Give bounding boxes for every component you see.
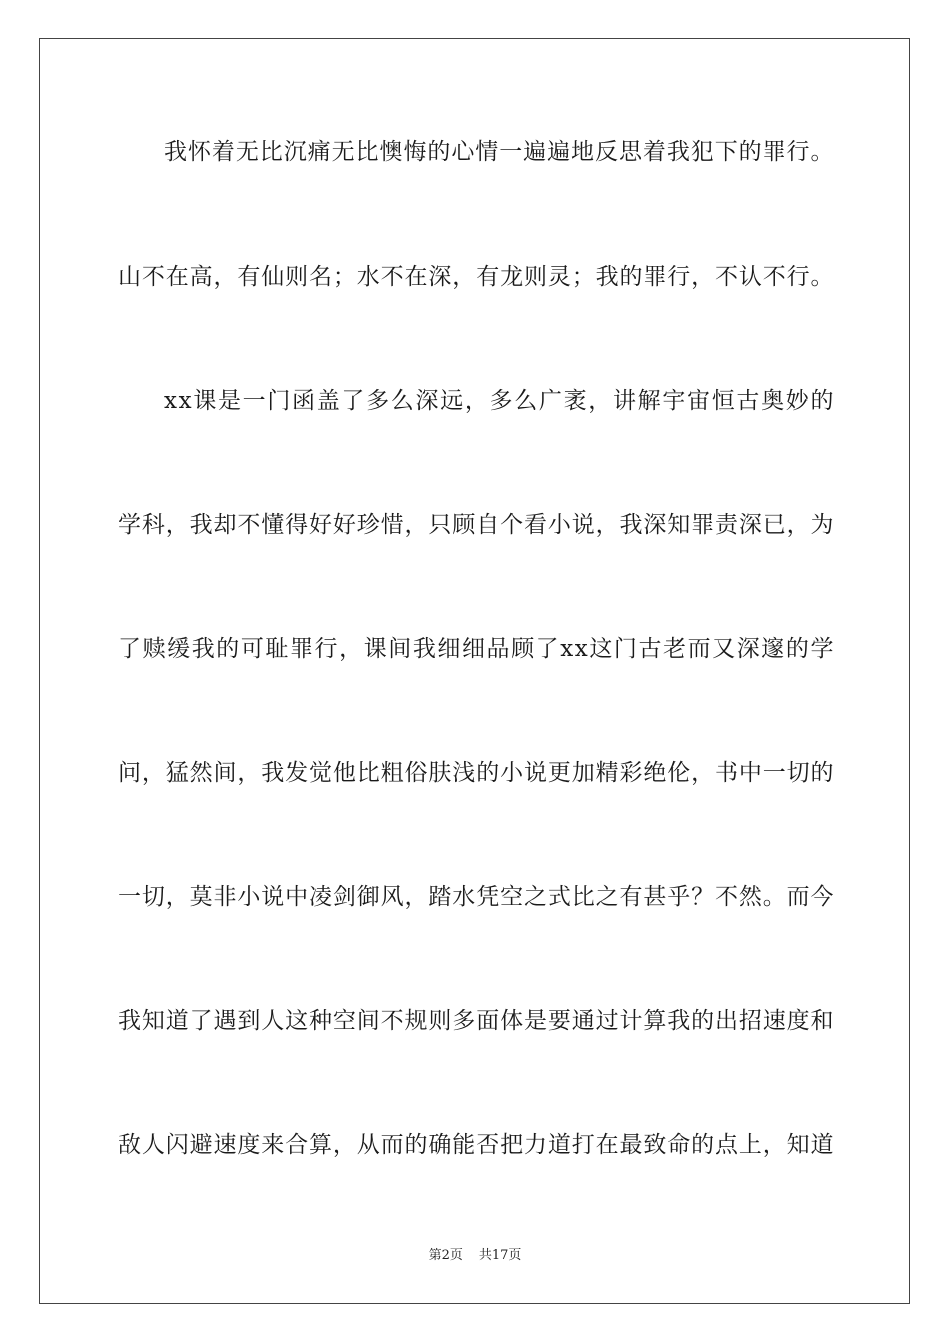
page-number: 第2页 (428, 1248, 463, 1263)
text-line-9: 敌人闪避速度来合算，从而的确能否把力道打在最致命的点上，知道 (118, 1132, 835, 1158)
text-line-3: xx课是一门函盖了多么深远，多么广袤，讲解宇宙恒古奥妙的 (164, 388, 836, 414)
text-line-2: 山不在高，有仙则名；水不在深，有龙则灵；我的罪行，不认不行。 (118, 264, 835, 290)
text-line-7: 一切，莫非小说中凌剑御风，踏水凭空之式比之有甚乎？不然。而今 (118, 884, 835, 910)
text-line-8: 我知道了遇到人这种空间不规则多面体是要通过计算我的出招速度和 (118, 1008, 835, 1034)
page-border (39, 38, 910, 1304)
text-line-1: 我怀着无比沉痛无比懊悔的心情一遍遍地反思着我犯下的罪行。 (164, 139, 835, 165)
text-line-6: 问，猛然间，我发觉他比粗俗肤浅的小说更加精彩绝伦，书中一切的 (118, 760, 835, 786)
text-line-4: 学科，我却不懂得好好珍惜，只顾自个看小说，我深知罪责深已，为 (118, 512, 835, 538)
page-total: 共17页 (478, 1248, 522, 1263)
page-footer (0, 1247, 950, 1265)
text-line-5: 了赎缓我的可耻罪行，课间我细细品顾了xx这门古老而又深邃的学 (118, 636, 836, 662)
